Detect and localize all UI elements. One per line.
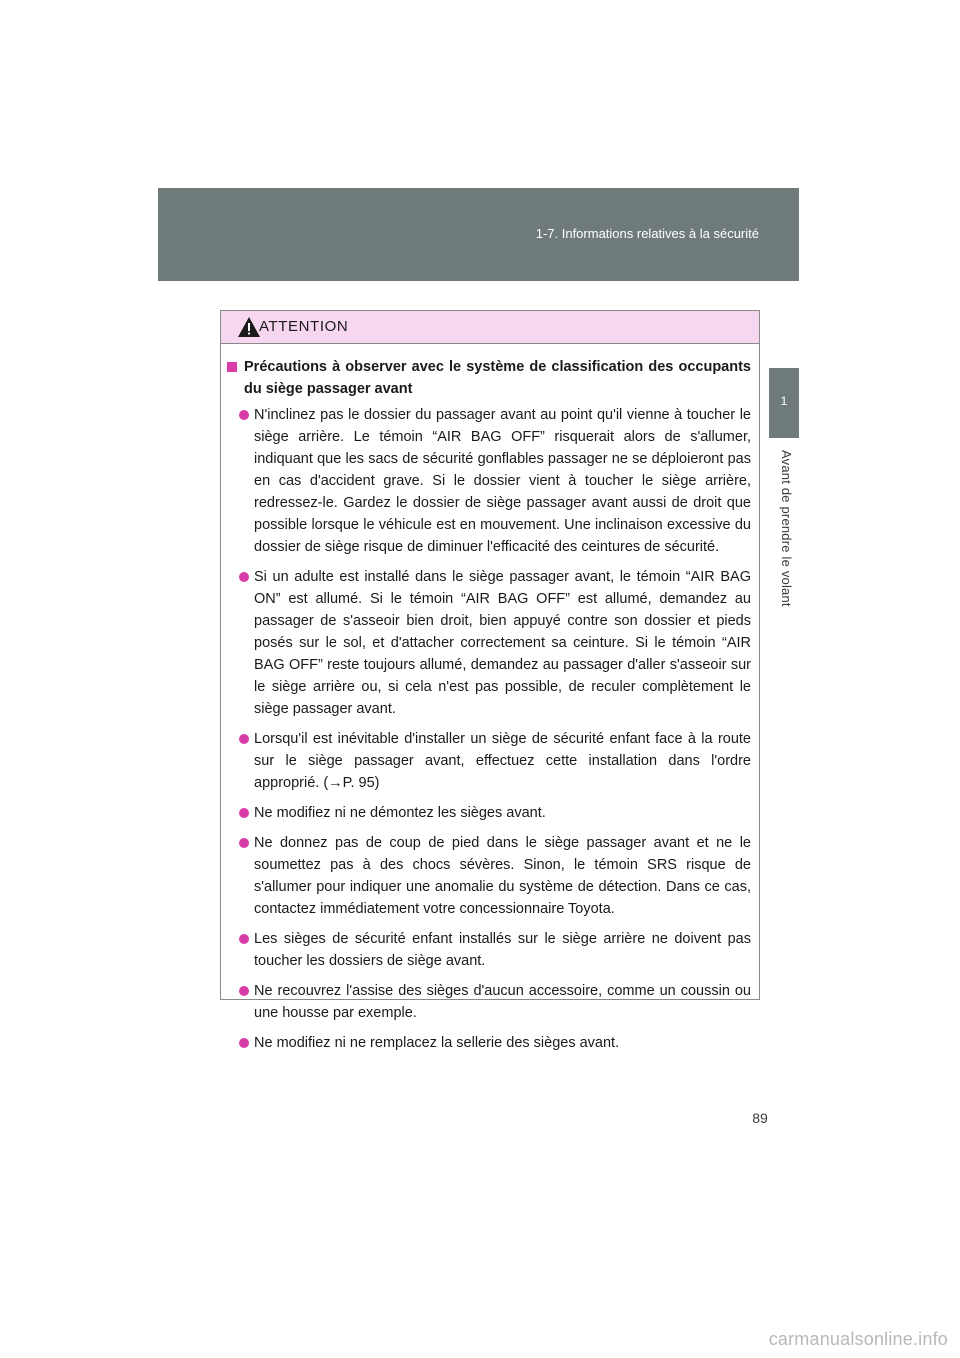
chapter-side-label: Avant de prendre le volant [779,450,794,607]
warning-box [220,310,760,1051]
list-item [225,980,751,1024]
list-item-text: Ne donnez pas de coup de pied dans le siège passager avant et ne le soumettez pas à des chocs sévères. Sinon, le témoin SRS risque de s'allumer pour indiquer une anomalie du système de détection. Dans ce cas, contactez immédiatement votre concessionnaire Toyota. [254,835,751,917]
list-item [225,1032,751,1054]
round-bullet-icon [239,808,249,818]
list-item [225,832,751,920]
list-item-text: Ne modifiez ni ne remplacez la sellerie des sièges avant. [254,1035,620,1051]
page-number: 89 [752,1110,768,1126]
list-item-text: Ne modifiez ni ne démontez les sièges avant. [254,805,546,821]
warning-heading: Précautions à observer avec le système de classification des occupants du siège passager avant [244,359,751,397]
warning-body [221,344,759,1054]
warning-heading-row [225,356,751,404]
chapter-number: 1 [780,394,788,408]
chapter-tab [769,368,799,438]
list-item-text: Si un adulte est installé dans le siège passager avant, le témoin “AIR BAG ON” est allumé. Si le témoin “AIR BAG OFF” est allumé, demandez au passager de s'asseoir bien droit, bien appuyé contre son dossier et pieds posés sur le sol, et d'attacher correctement sa ceinture. Si le témoin “AIR BAG OFF” reste toujours allumé, demandez au passager d'aller s'asseoir sur le siège arrière ou, si cela n'est pas possible, de reculer complètement le siège passager avant. [254,569,751,717]
list-item-text: Lorsqu'il est inévitable d'installer un siège de sécurité enfant face à la route sur le siège passager avant, effectuez cette installation dans l'ordre approprié. (→P. 95) [254,731,751,791]
warning-list [225,404,751,1054]
list-item [225,566,751,720]
list-item [225,802,751,824]
list-item-text: Les sièges de sécurité enfant installés sur le siège arrière ne doivent pas toucher les dossiers de siège avant. [254,931,751,969]
round-bullet-icon [239,1038,249,1048]
warning-title: ATTENTION [259,318,349,335]
round-bullet-icon [239,734,249,744]
list-item-text: N'inclinez pas le dossier du passager avant au point qu'il vienne à toucher le siège arrière. Le témoin “AIR BAG OFF” risquerait alors de s'allumer, indiquant que les sacs de sécurité gonflables passager ne se déploieront pas en cas d'accident grave. Si le dossier vient à toucher le siège arrière, redressez-le. Gardez le dossier de siège passager avant aussi de droit que possible lorsque le véhicule est en mouvement. Une inclinaison excessive du dossier de siège risque de diminuer l'efficacité des ceintures de sécurité. [254,407,751,555]
warning-triangle-icon [237,316,261,338]
section-title: 1-7. Informations relatives à la sécurité [535,226,759,241]
header-band [158,188,799,281]
list-item [225,728,751,794]
warning-header [221,311,759,344]
list-item [225,928,751,972]
list-item-text: Ne recouvrez l'assise des sièges d'aucun accessoire, comme un coussin ou une housse par exemple. [254,983,751,1021]
round-bullet-icon [239,986,249,996]
round-bullet-icon [239,572,249,582]
round-bullet-icon [239,934,249,944]
square-bullet-icon [227,362,237,372]
round-bullet-icon [239,838,249,848]
watermark-link[interactable]: carmanualsonline.info [768,1329,948,1349]
list-item [225,404,751,558]
round-bullet-icon [239,410,249,420]
